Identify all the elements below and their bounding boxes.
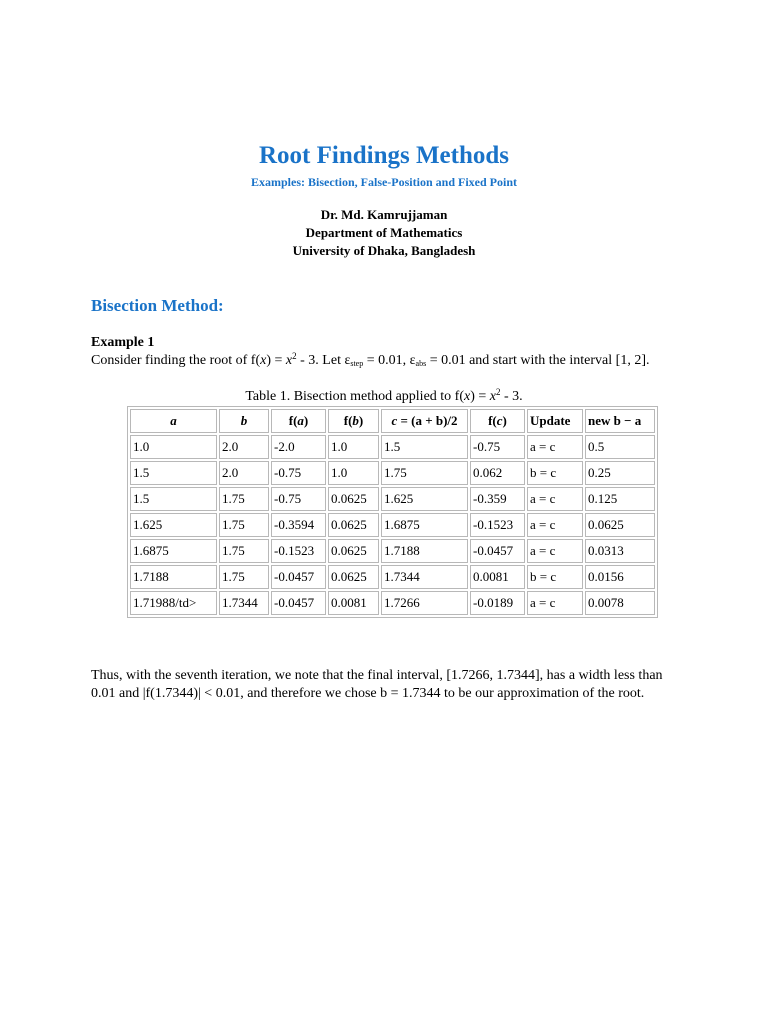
intro-subscript-abs: abs [415, 359, 427, 368]
header-b-label: b [240, 413, 248, 428]
intro-text-2: ) = [266, 353, 286, 368]
header-fc-pre: f( [488, 413, 497, 428]
header-fa-post: ) [303, 413, 309, 428]
author-block [0, 206, 768, 260]
cell-fb: 1.0 [328, 435, 379, 459]
table-row [130, 539, 655, 563]
table-row [130, 591, 655, 615]
cell-update: a = c [527, 591, 583, 615]
header-b [219, 409, 269, 433]
cell-b: 1.75 [219, 487, 269, 511]
cell-c: 1.75 [381, 461, 468, 485]
header-c [381, 409, 468, 433]
cell-fc: 0.062 [470, 461, 525, 485]
cell-update: b = c [527, 565, 583, 589]
cell-new-b-minus-a: 0.25 [585, 461, 655, 485]
intro-subscript-step: step [350, 359, 364, 368]
cell-fc: 0.0081 [470, 565, 525, 589]
cell-c: 1.6875 [381, 513, 468, 537]
intro-var-x: x [260, 353, 267, 368]
cell-new-b-minus-a: 0.0156 [585, 565, 655, 589]
header-fc-var: c [496, 413, 503, 428]
header-a [130, 409, 217, 433]
example-intro-paragraph [91, 352, 673, 370]
cell-update: b = c [527, 461, 583, 485]
header-fc [470, 409, 525, 433]
cell-c: 1.5 [381, 435, 468, 459]
table-row [130, 487, 655, 511]
table-row [130, 565, 655, 589]
cell-b: 1.75 [219, 539, 269, 563]
header-fc-post: ) [502, 413, 507, 428]
cell-fb: 0.0081 [328, 591, 379, 615]
header-update: Update [527, 409, 583, 433]
header-fa [271, 409, 326, 433]
caption-var-x2: x [489, 389, 497, 404]
cell-fa: -2.0 [271, 435, 326, 459]
cell-fa: -0.1523 [271, 539, 326, 563]
cell-new-b-minus-a: 0.5 [585, 435, 655, 459]
cell-a: 1.625 [130, 513, 217, 537]
header-fa-pre: f( [288, 413, 298, 428]
example-heading: Example 1 [91, 335, 155, 350]
cell-update: a = c [527, 513, 583, 537]
cell-fb: 0.0625 [328, 539, 379, 563]
page-title: Root Findings Methods [258, 142, 510, 169]
cell-b: 1.75 [219, 565, 269, 589]
header-new-b-minus-a: new b − a [585, 409, 655, 433]
cell-a: 1.5 [130, 487, 217, 511]
cell-c: 1.7188 [381, 539, 468, 563]
cell-fc: -0.0457 [470, 539, 525, 563]
cell-fb: 0.0625 [328, 565, 379, 589]
conclusion-paragraph: Thus, with the seventh iteration, we note that the final interval, [1.7266, 1.7344], has a width less than 0.01 and |f(1.7344)| < 0.01, and therefore we chose b = 1.7344 to be our approximation of the root. [91, 668, 663, 701]
section-heading: Bisection Method: [91, 296, 224, 315]
header-fb-post: ) [358, 413, 364, 428]
cell-fa: -0.0457 [271, 591, 326, 615]
intro-text-5: = 0.01 and start with the interval [1, 2]. [426, 353, 650, 368]
cell-b: 2.0 [219, 435, 269, 459]
caption-text-1: Table 1. Bisection method applied to f( [245, 389, 465, 404]
cell-b: 2.0 [219, 461, 269, 485]
cell-fa: -0.75 [271, 461, 326, 485]
caption-exponent: 2 [496, 387, 501, 397]
table-row [130, 513, 655, 537]
header-fb [328, 409, 379, 433]
table-header-row [130, 409, 655, 433]
cell-new-b-minus-a: 0.0313 [585, 539, 655, 563]
cell-c: 1.625 [381, 487, 468, 511]
cell-fb: 1.0 [328, 461, 379, 485]
cell-fc: -0.359 [470, 487, 525, 511]
intro-var-x2: x [285, 353, 293, 368]
cell-new-b-minus-a: 0.0625 [585, 513, 655, 537]
table-caption [0, 389, 768, 405]
caption-text-2: ) = [470, 389, 490, 404]
cell-fb: 0.0625 [328, 487, 379, 511]
cell-fa: -0.0457 [271, 565, 326, 589]
header-fa-var: a [297, 413, 304, 428]
cell-a: 1.0 [130, 435, 217, 459]
table-row [130, 461, 655, 485]
table-row [130, 435, 655, 459]
header-a-label: a [170, 413, 177, 428]
cell-new-b-minus-a: 0.0078 [585, 591, 655, 615]
cell-fa: -0.3594 [271, 513, 326, 537]
bisection-table-wrapper [127, 406, 658, 618]
author-university: University of Dhaka, Bangladesh [292, 243, 476, 258]
cell-a: 1.6875 [130, 539, 217, 563]
intro-exponent: 2 [292, 351, 297, 361]
header-fb-var: b [352, 413, 359, 428]
cell-a: 1.71988/td> [130, 591, 217, 615]
header-c-rest: = (a + b)/2 [397, 413, 458, 428]
cell-fb: 0.0625 [328, 513, 379, 537]
cell-update: a = c [527, 487, 583, 511]
cell-fa: -0.75 [271, 487, 326, 511]
cell-a: 1.7188 [130, 565, 217, 589]
cell-fc: -0.1523 [470, 513, 525, 537]
cell-fc: -0.0189 [470, 591, 525, 615]
cell-c: 1.7266 [381, 591, 468, 615]
header-c-var: c [391, 413, 398, 428]
intro-text-1: Consider finding the root of f( [91, 353, 261, 368]
page-subtitle: Examples: Bisection, False-Position and Fixed Point [250, 175, 517, 189]
cell-update: a = c [527, 435, 583, 459]
cell-a: 1.5 [130, 461, 217, 485]
cell-b: 1.7344 [219, 591, 269, 615]
caption-var-x: x [464, 389, 471, 404]
bisection-table [127, 406, 658, 618]
intro-text-3: - 3. Let ε [296, 353, 351, 368]
header-fb-pre: f( [343, 413, 353, 428]
cell-fc: -0.75 [470, 435, 525, 459]
cell-update: a = c [527, 539, 583, 563]
caption-text-3: - 3. [500, 389, 523, 404]
author-name: Dr. Md. Kamrujjaman [320, 207, 448, 222]
author-department: Department of Mathematics [305, 225, 463, 240]
cell-b: 1.75 [219, 513, 269, 537]
intro-text-4: = 0.01, ε [363, 353, 416, 368]
cell-c: 1.7344 [381, 565, 468, 589]
cell-new-b-minus-a: 0.125 [585, 487, 655, 511]
